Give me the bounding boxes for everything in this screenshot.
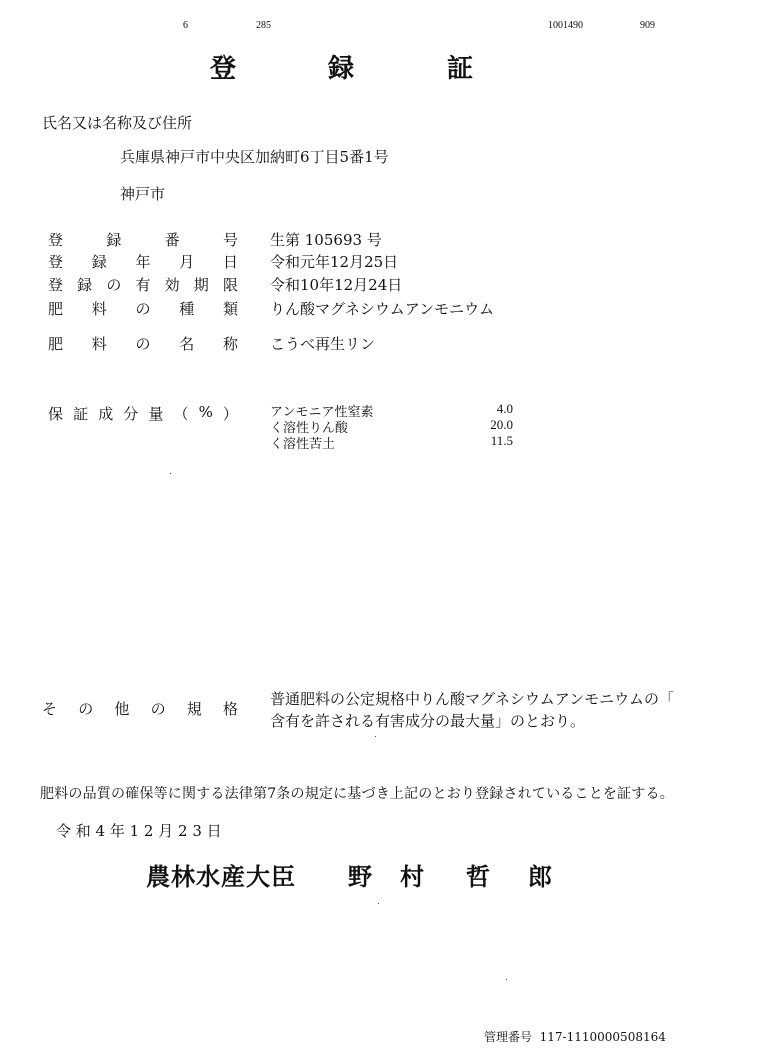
registration-number-label: 登 録 番 号	[48, 231, 238, 249]
document-title-char-2: 録	[328, 54, 355, 84]
signatory-name-char: 野	[348, 862, 372, 891]
other-standards-line-1: 普通肥料の公定規格中りん酸マグネシウムアンモニウムの「	[270, 690, 674, 708]
validity-period-value: 令和10年12月24日	[270, 276, 403, 294]
fertilizer-type-value: りん酸マグネシウムアンモニウム	[270, 300, 494, 318]
guarantee-row-value: 20.0	[490, 417, 513, 432]
fertilizer-type-label: 肥 料 の 種 類	[48, 300, 238, 318]
header-number-1: 6	[183, 20, 188, 31]
holder-name: 神戸市	[120, 185, 166, 203]
header-number-3: 1001490	[548, 20, 583, 31]
scan-speck	[378, 903, 379, 904]
header-number-4: 909	[640, 20, 655, 31]
scan-speck	[375, 736, 376, 737]
document-title-char-1: 登	[210, 54, 237, 84]
scan-speck	[170, 473, 171, 474]
registration-date-value: 令和元年12月25日	[270, 253, 399, 271]
scan-speck	[506, 979, 507, 980]
certification-statement: 肥料の品質の確保等に関する法律第7条の規定に基づき上記のとおり登録されていることを証する。	[40, 786, 674, 802]
document-title-char-3: 証	[447, 54, 474, 84]
header-number-2: 285	[256, 20, 271, 31]
issue-date: 令 和 4 年 1 2 月 2 3 日	[56, 822, 222, 840]
signatory-office: 農林水産大臣	[146, 862, 296, 891]
registration-number-value: 生第 105693 号	[270, 231, 382, 249]
signatory-name-char: 哲	[466, 862, 490, 891]
management-number	[484, 1028, 666, 1045]
guarantee-row-name: く溶性りん酸	[270, 421, 349, 436]
other-standards-line-2: 含有を許される有害成分の最大量」のとおり。	[270, 712, 586, 730]
fertilizer-name-label: 肥 料 の 名 称	[48, 335, 238, 353]
registration-date-label: 登 録 年 月 日	[48, 253, 238, 271]
holder-label: 氏名又は名称及び住所	[42, 114, 193, 132]
management-number-label: 管理番号	[484, 1030, 533, 1044]
signatory-name-char: 郎	[528, 862, 552, 891]
holder-address: 兵庫県神戸市中央区加納町6丁目5番1号	[120, 148, 389, 166]
validity-period-label: 登 録 の 有 効 期 限	[48, 276, 238, 294]
guarantee-row-value: 4.0	[496, 401, 513, 416]
management-number-value: 117-1110000508164	[539, 1030, 666, 1044]
guarantee-row-value: 11.5	[490, 433, 513, 448]
other-standards-label: そ の 他 の 規 格	[42, 700, 238, 718]
guarantee-row-name: アンモニア性窒素	[270, 405, 374, 420]
guarantee-label: 保 証 成 分 量 （ % ）	[48, 403, 238, 423]
guarantee-row-name: く溶性苦土	[270, 437, 336, 452]
fertilizer-name-value: こうべ再生リン	[270, 335, 376, 353]
signatory-name-char: 村	[400, 862, 424, 891]
